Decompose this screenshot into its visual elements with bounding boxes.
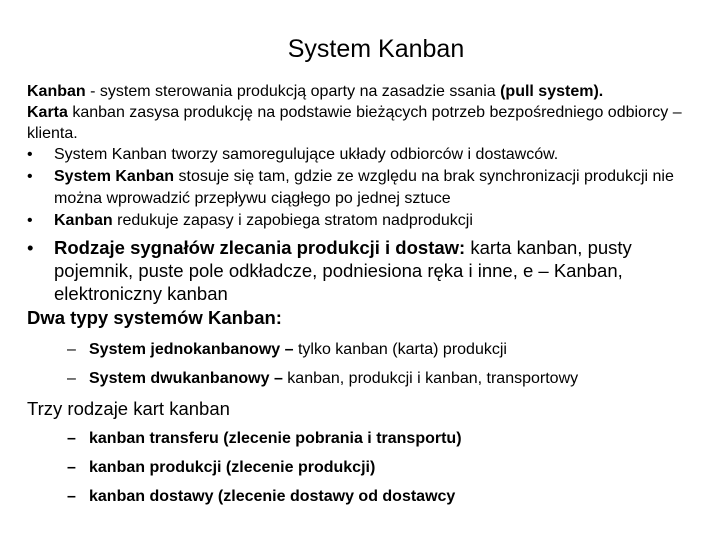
dash-marker: – <box>67 459 76 476</box>
bullet-item <box>27 144 707 166</box>
type-rest: tylko kanban (karta) produkcji <box>293 341 507 358</box>
bullet-rest: stosuje się tam, gdzie ze względu na brak synchronizacji produkcji nie można wprowadzić przepływu ciągłego po jednej sztuce <box>54 168 674 207</box>
bullet-rest: redukuje zapasy i zapobiega stratom nadprodukcji <box>112 212 473 229</box>
signals-rest: karta kanban, pusty pojemnik, puste pole odkładcze, podniesiona ręka i inne, e – Kanban, elektroniczny kanban <box>54 237 632 304</box>
signals-item <box>27 236 707 305</box>
card-type-item <box>27 482 707 511</box>
type-bold: System dwukanbanowy – <box>89 370 283 387</box>
intro-line2: kanban zasysa produkcję na podstawie bieżących potrzeb bezpośredniego odbiorcy – klienta. <box>27 104 682 142</box>
bullet-bold: System Kanban <box>54 168 175 185</box>
two-types-heading: Dwa typy systemów Kanban: <box>27 307 282 328</box>
card-type-item <box>27 424 707 453</box>
bullet-bold: Kanban <box>54 212 113 229</box>
type-rest: kanban, produkcji i kanban, transportowy <box>282 370 579 387</box>
dash-marker: – <box>67 341 76 358</box>
slide-title: System Kanban <box>287 35 465 63</box>
kanban-term: Kanban <box>27 83 86 100</box>
card-type-text: kanban dostawy (zlecenie dostawy od dostawcy <box>89 488 456 505</box>
type-item <box>27 364 707 393</box>
bullet-item <box>27 166 707 210</box>
card-type-text: kanban produkcji (zlecenie produkcji) <box>89 459 376 476</box>
slide-content <box>27 81 707 511</box>
three-types-heading: Trzy rodzaje kart kanban <box>27 398 230 419</box>
dash-marker: – <box>67 370 76 387</box>
type-text <box>89 335 507 364</box>
type-text <box>89 364 578 393</box>
bullet-marker: • <box>27 237 34 258</box>
bullet-item <box>27 210 707 232</box>
bullet-marker: • <box>27 212 33 229</box>
dash-marker: – <box>67 430 76 447</box>
bullet-text <box>54 166 707 210</box>
pull-system-term: (pull system). <box>500 83 604 100</box>
intro-line1: - system sterowania produkcją oparty na zasadzie ssania <box>85 83 501 100</box>
bullet-marker: • <box>27 146 33 163</box>
bullet-text: System Kanban tworzy samoregulujące układy odbiorców i dostawców. <box>54 146 559 163</box>
type-item <box>27 335 707 364</box>
bullet-marker: • <box>27 168 33 185</box>
card-type-text: kanban transferu (zlecenie pobrania i transportu) <box>89 430 462 447</box>
signals-bold: Rodzaje sygnałów zlecania produkcji i dostaw: <box>54 237 466 258</box>
intro-paragraph <box>27 81 707 144</box>
dash-marker: – <box>67 488 76 505</box>
card-type-item <box>27 453 707 482</box>
bullet-text <box>54 210 707 232</box>
karta-term: Karta <box>27 104 68 121</box>
signals-text <box>54 236 707 305</box>
type-bold: System jednokanbanowy – <box>89 341 294 358</box>
